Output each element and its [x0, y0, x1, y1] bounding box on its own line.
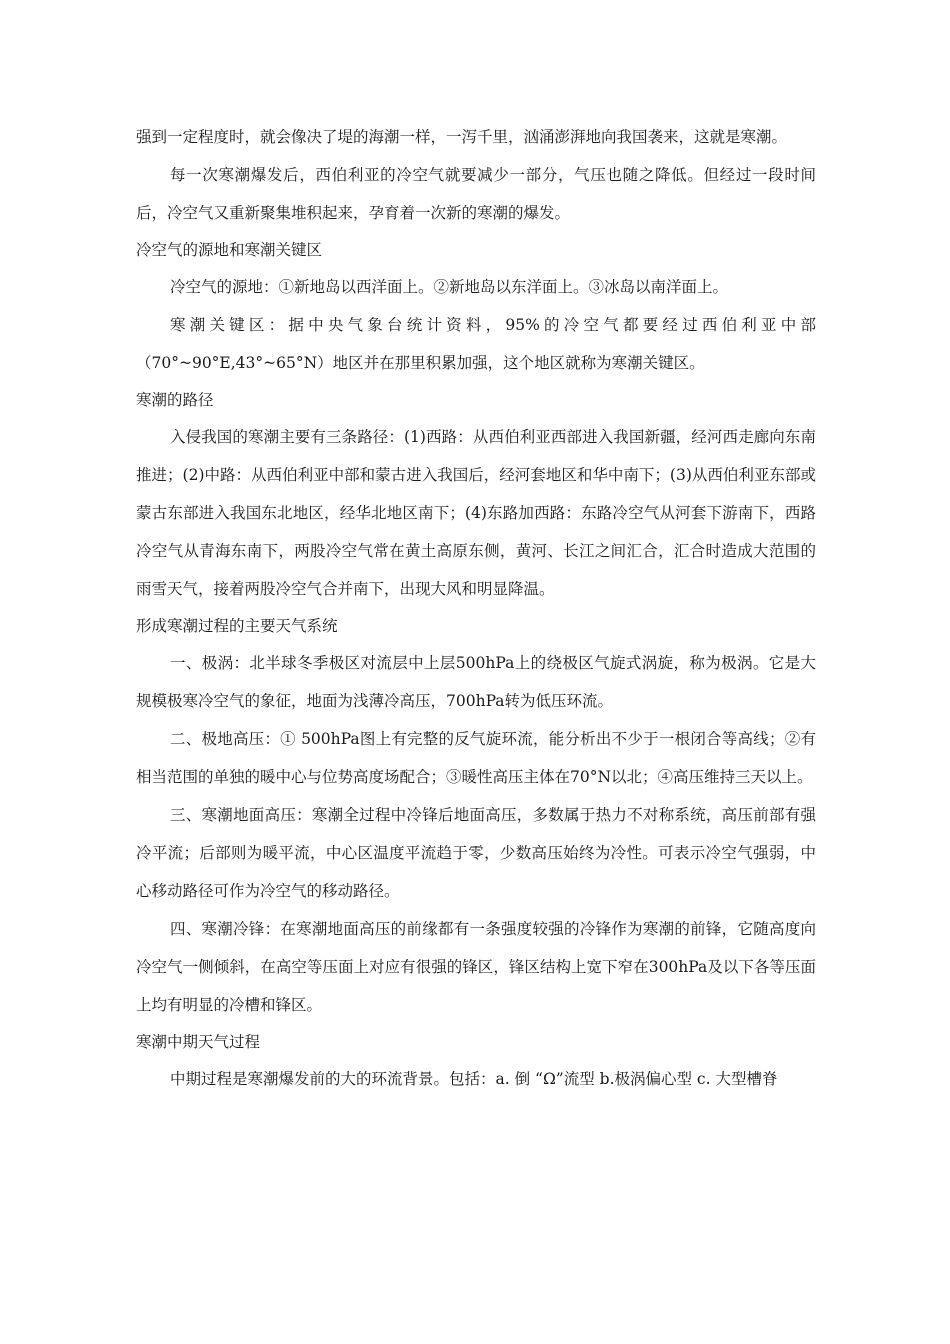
paragraph-cold-air-reduction: 每一次寒潮爆发后，西伯利亚的冷空气就要减少一部分，气压也随之降低。但经过一段时间后，冷空气又重新聚集堆积起来，孕育着一次新的寒潮的爆发。 [136, 166, 816, 222]
paragraph-surface-high: 三、寒潮地面高压：寒潮全过程中冷锋后地面高压，多数属于热力不对称系统，高压前部有强冷平流；后部则为暖平流，中心区温度平流趋于零，少数高压始终为冷性。可表示冷空气强弱，中心移动路径可作为冷空气的移动路径。 [136, 806, 816, 900]
paragraph-cold-air-sources: 冷空气的源地：①新地岛以西洋面上。②新地岛以东洋面上。③冰岛以南洋面上。 [170, 278, 729, 296]
heading-source-and-key-region: 冷空气的源地和寒潮关键区 [136, 241, 323, 259]
heading-weather-systems: 形成寒潮过程的主要天气系统 [136, 617, 338, 635]
paragraph-polar-high: 二、极地高压：① 500hPa图上有完整的反气旋环流，能分析出不少于一根闭合等高线；②有相当范围的单独的暖中心与位势高度场配合；③暖性高压主体在70°N以北；④高压维持三天以上。 [136, 730, 816, 786]
paragraph-cold-wave-surge: 强到一定程度时，就会像决了堤的海潮一样，一泻千里，汹涌澎湃地向我国袭来，这就是寒潮。 [136, 128, 788, 146]
paragraph-polar-vortex: 一、极涡：北半球冬季极区对流层中上层500hPa上的绕极区气旋式涡旋，称为极涡。它是大规模极寒冷空气的象征，地面为浅薄冷高压，700hPa转为低压环流。 [136, 654, 816, 710]
heading-medium-range-process: 寒潮中期天气过程 [136, 1033, 261, 1051]
paragraph-cold-front: 四、寒潮冷锋：在寒潮地面高压的前缘都有一条强度较强的冷锋作为寒潮的前锋，它随高度向冷空气一侧倾斜，在高空等压面上对应有很强的锋区，锋区结构上宽下窄在300hPa及以下各等压面上均有明显的冷槽和锋区。 [136, 920, 816, 1014]
paragraph-key-region: 寒潮关键区：据中央气象台统计资料，95%的冷空气都要经过西伯利亚中部（70°~90°E,43°~65°N）地区并在那里积累加强，这个地区就称为寒潮关键区。 [136, 316, 816, 372]
paragraph-paths: 入侵我国的寒潮主要有三条路径：(1)西路：从西伯利亚西部进入我国新疆，经河西走廊向东南推进；(2)中路：从西伯利亚中部和蒙古进入我国后，经河套地区和华中南下；(3)从西伯利亚东部或蒙古东部进入我国东北地区，经华北地区南下；(4)东路加西路：东路冷空气从河套下游南下，西路冷空气从青海东南下，两股冷空气常在黄土高原东侧，黄河、长江之间汇合，汇合时造成大范围的雨雪天气，接着两股冷空气合并南下，出现大风和明显降温。 [136, 428, 816, 598]
heading-cold-wave-paths: 寒潮的路径 [136, 391, 214, 409]
document-page [136, 118, 816, 1098]
paragraph-medium-range: 中期过程是寒潮爆发前的大的环流背景。包括：a. 倒 “Ω”流型 b.极涡偏心型 c. 大型槽脊 [170, 1070, 778, 1088]
